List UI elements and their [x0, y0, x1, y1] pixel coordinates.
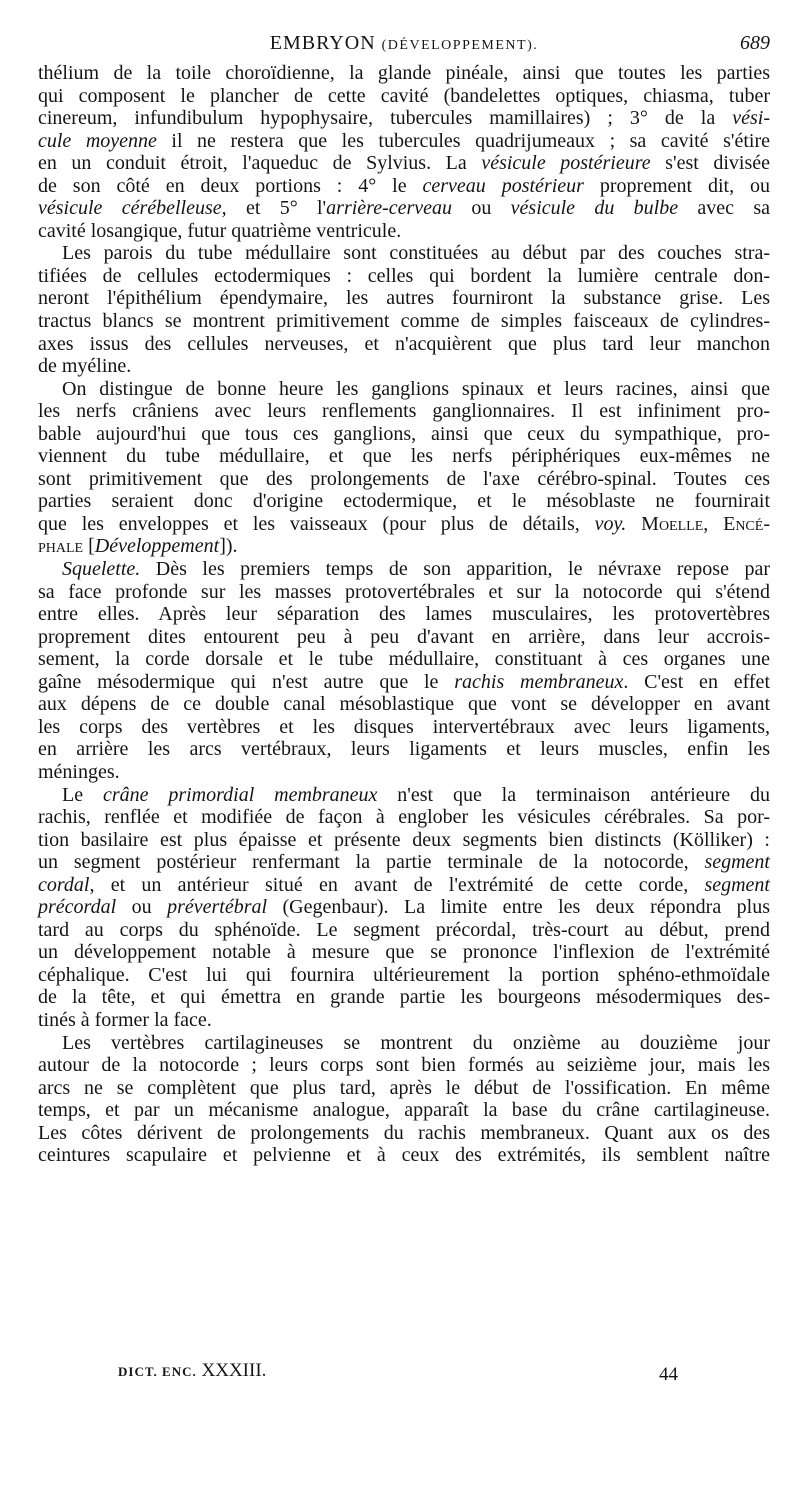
text-run: ou: [116, 896, 168, 919]
text-line: [38, 513, 770, 536]
text-line: [38, 738, 770, 761]
text-line: [38, 1122, 770, 1145]
text-run: avec sa: [678, 197, 771, 220]
text-line: [38, 784, 770, 807]
text-line: [38, 1077, 770, 1100]
text-run: que les enveloppes et les vaisseaux (pour plus de détails,: [38, 512, 595, 535]
text-line: [38, 445, 770, 468]
text-line: [38, 62, 770, 85]
sheet-number: 44: [659, 1364, 678, 1385]
text-run: , et un antérieur situé en avant de l'extrémité de cette corde,: [89, 873, 705, 896]
smallcaps-run: Moelle: [641, 512, 704, 535]
text-line: [38, 378, 770, 401]
text-run: proprement dit, ou: [583, 174, 770, 197]
text-run: Les côtes dérivent de prolongements du rachis membraneux. Quant aux os des: [38, 1121, 770, 1144]
italic-run: segment: [704, 873, 770, 896]
text-line: [38, 1032, 770, 1055]
text-run: axes issus des cellules nerveuses, et n'acquièrent que plus tard leur manchon: [38, 332, 770, 355]
signature-volume: XXXIII.: [201, 1360, 267, 1381]
text-run: méninges.: [38, 760, 120, 783]
italic-run: prévertébral: [167, 896, 268, 919]
text-run: temps, et par un mécanisme analogue, apparaît la base du crâne cartilagineuse.: [38, 1099, 770, 1122]
text-run: tion basilaire est plus épaisse et présente deux segments bien distincts (Kölliker) :: [38, 828, 770, 851]
text-run: parties seraient donc d'origine ectodermique, et le mésoblaste ne fournirait: [38, 490, 770, 513]
text-run: tinés à former la face.: [38, 1008, 212, 1031]
text-line: [38, 648, 770, 671]
text-run: gaîne mésodermique qui n'est autre que le: [38, 670, 455, 693]
text-line: [38, 152, 770, 175]
text-run: Dès les premiers temps de son apparition, le névraxe repose par: [140, 558, 770, 581]
text-line: [38, 716, 770, 739]
text-line: [38, 107, 770, 130]
page-number: 689: [740, 32, 770, 54]
italic-run: Squelette.: [62, 558, 141, 581]
italic-run: rachis membraneux: [454, 670, 624, 693]
text-line: [38, 1144, 770, 1167]
text-line: [38, 333, 770, 356]
text-line: [38, 896, 770, 919]
text-run: céphalique. C'est lui qui fournira ultérieurement la portion sphéno-ethmoïdale: [38, 963, 770, 986]
italic-run: vési-: [732, 107, 770, 130]
text-run: thélium de la toile choroïdienne, la glande pinéale, ainsi que toutes les parties: [38, 62, 770, 84]
text-run: qui composent le plancher de cette cavité (bandelettes optiques, chiasma, tuber: [38, 84, 770, 107]
text-line: [38, 761, 770, 784]
text-line: [38, 175, 770, 198]
text-line: [38, 355, 770, 378]
signature-mark: [118, 1360, 266, 1382]
text-line: [38, 130, 770, 153]
text-run: , et 5° l': [221, 197, 327, 220]
text-line: [38, 851, 770, 874]
italic-run: vésicule du bulbe: [510, 197, 679, 220]
italic-run: vésicule cérébelleuse: [38, 197, 222, 220]
smallcaps-run: Encé-: [723, 512, 770, 535]
italic-run: voy.: [594, 512, 627, 535]
text-run: ou: [452, 197, 511, 220]
text-run: les nerfs crâniens avec leurs renflements ganglionnaires. Il est infiniment pro-: [38, 400, 770, 423]
text-run: autour de la notocorde ; leurs corps sont bien formés au seizième jour, mais les: [38, 1054, 770, 1077]
text-run: rachis, renflée et modifiée de façon à englober les vésicules cérébrales. Sa por-: [38, 806, 770, 829]
running-title: [38, 32, 770, 55]
text-line: [38, 806, 770, 829]
text-line: [38, 423, 770, 446]
italic-run: Développement: [94, 535, 220, 558]
text-run: tard au corps du sphénoïde. Le segment précordal, très-court au début, prend: [38, 918, 770, 941]
text-run: il ne restera que les tubercules quadrijumeaux ; sa cavité s'étire: [156, 129, 770, 152]
italic-run: arrière-cerveau: [326, 197, 453, 220]
text-line: [38, 986, 770, 1009]
text-run: de myéline.: [38, 355, 132, 378]
text-run: cavité losangique, futur quatrième ventricule.: [38, 219, 402, 242]
italic-run: cule moyenne: [38, 129, 157, 152]
text-line: [38, 1009, 770, 1032]
text-run: sont primitivement que des prolongements de l'axe cérébro-spinal. Toutes ces: [38, 467, 770, 490]
text-run: (Gegenbaur). La limite entre les deux répondra plus: [267, 896, 770, 919]
running-title-main: EMBRYON: [269, 32, 376, 54]
text-line: [38, 1099, 770, 1122]
text-line: [38, 490, 770, 513]
text-run: cinereum, infundibulum hypophysaire, tubercules mamillaires) ; 3° de la: [38, 107, 733, 130]
text-line: [38, 535, 770, 558]
italic-run: crâne primordial membraneux: [102, 783, 378, 806]
text-run: Le: [62, 783, 103, 806]
text-line: [38, 287, 770, 310]
text-run: proprement dites entourent peu à peu d'avant en arrière, dans leur accrois-: [38, 625, 770, 648]
text-run: en arrière les arcs vertébraux, leurs ligaments et leurs muscles, enfin les: [38, 738, 770, 761]
text-line: [38, 581, 770, 604]
text-line: [38, 919, 770, 942]
text-line: [38, 242, 770, 265]
text-line: [38, 1054, 770, 1077]
text-run: On distingue de bonne heure les ganglions spinaux et leurs racines, ainsi que: [62, 377, 770, 400]
running-title-sub: (DÉVELOPPEMENT).: [381, 38, 539, 53]
text-run: viennent du tube médullaire, et que les nerfs périphériques eux-mêmes ne: [38, 445, 770, 468]
text-run: tifiées de cellules ectodermiques : celles qui bordent la lumière centrale don-: [38, 264, 770, 287]
smallcaps-run: phale: [38, 535, 84, 558]
text-run: sement, la corde dorsale et le tube médullaire, constituant à ces organes une: [38, 648, 770, 671]
text-run: ]).: [219, 535, 238, 558]
text-run: arcs ne se complètent que plus tard, après le début de l'ossification. En même: [38, 1076, 770, 1099]
signature-abbrev: DICT. ENC.: [118, 1364, 197, 1379]
text-run: Les vertèbres cartilagineuses se montrent du onzième au douzième jour: [62, 1031, 770, 1054]
text-run: ,: [703, 512, 724, 535]
text-line: [38, 603, 770, 626]
text-line: [38, 310, 770, 333]
text-run: ceintures scapulaire et pelvienne et à ceux des extrémités, ils semblent naître: [38, 1144, 770, 1167]
text-run: les corps des vertèbres et les disques intervertébraux avec leurs ligaments,: [38, 715, 770, 738]
text-run: entre elles. Après leur séparation des lames musculaires, les protovertèbres: [38, 603, 770, 626]
text-line: [38, 671, 770, 694]
text-line: [38, 626, 770, 649]
text-line: [38, 468, 770, 491]
text-line: [38, 400, 770, 423]
text-line: [38, 265, 770, 288]
text-run: tractus blancs se montrent primitivement comme de simples faisceaux de cylindres-: [38, 310, 770, 333]
text-run: bable aujourd'hui que tous ces ganglions, ainsi que ceux du sympathique, pro-: [38, 422, 770, 445]
text-run: . C'est en effet: [623, 670, 770, 693]
text-run: en un conduit étroit, l'aqueduc de Sylvius. La: [38, 152, 482, 175]
text-run: [626, 513, 641, 535]
article-body: [38, 62, 770, 1167]
text-run: neront l'épithélium épendymaire, les autres fourniront la substance grise. Les: [38, 287, 770, 310]
text-line: [38, 220, 770, 243]
text-run: de son côté en deux portions : 4° le: [38, 174, 423, 197]
text-run: sa face profonde sur les masses protovertébrales et sur la notocorde qui s'étend: [38, 580, 770, 603]
italic-run: segment: [704, 851, 770, 874]
italic-run: cerveau postérieur: [422, 174, 584, 197]
page-footer: [118, 1360, 678, 1388]
text-run: un développement notable à mesure que se prononce l'inflexion de l'extrémité: [38, 941, 770, 964]
text-run: aux dépens de ce double canal mésoblastique que vont se développer en avant: [38, 693, 770, 716]
italic-run: vésicule postérieure: [481, 152, 651, 175]
running-header: [38, 32, 770, 58]
text-run: un segment postérieur renfermant la partie terminale de la notocorde,: [38, 851, 705, 874]
italic-run: précordal: [38, 896, 117, 919]
text-run: s'est divisée: [650, 152, 770, 175]
text-line: [38, 85, 770, 108]
text-line: [38, 964, 770, 987]
text-line: [38, 197, 770, 220]
text-run: de la tête, et qui émettra en grande partie les bourgeons mésodermiques des-: [38, 986, 770, 1009]
text-run: Les parois du tube médullaire sont constituées au début par des couches stra-: [62, 242, 770, 265]
text-line: [38, 874, 770, 897]
text-line: [38, 829, 770, 852]
text-line: [38, 693, 770, 716]
text-line: [38, 558, 770, 581]
text-run: n'est que la terminaison antérieure du: [377, 783, 771, 806]
text-line: [38, 941, 770, 964]
italic-run: cordal: [38, 873, 90, 896]
text-run: [: [83, 535, 95, 558]
